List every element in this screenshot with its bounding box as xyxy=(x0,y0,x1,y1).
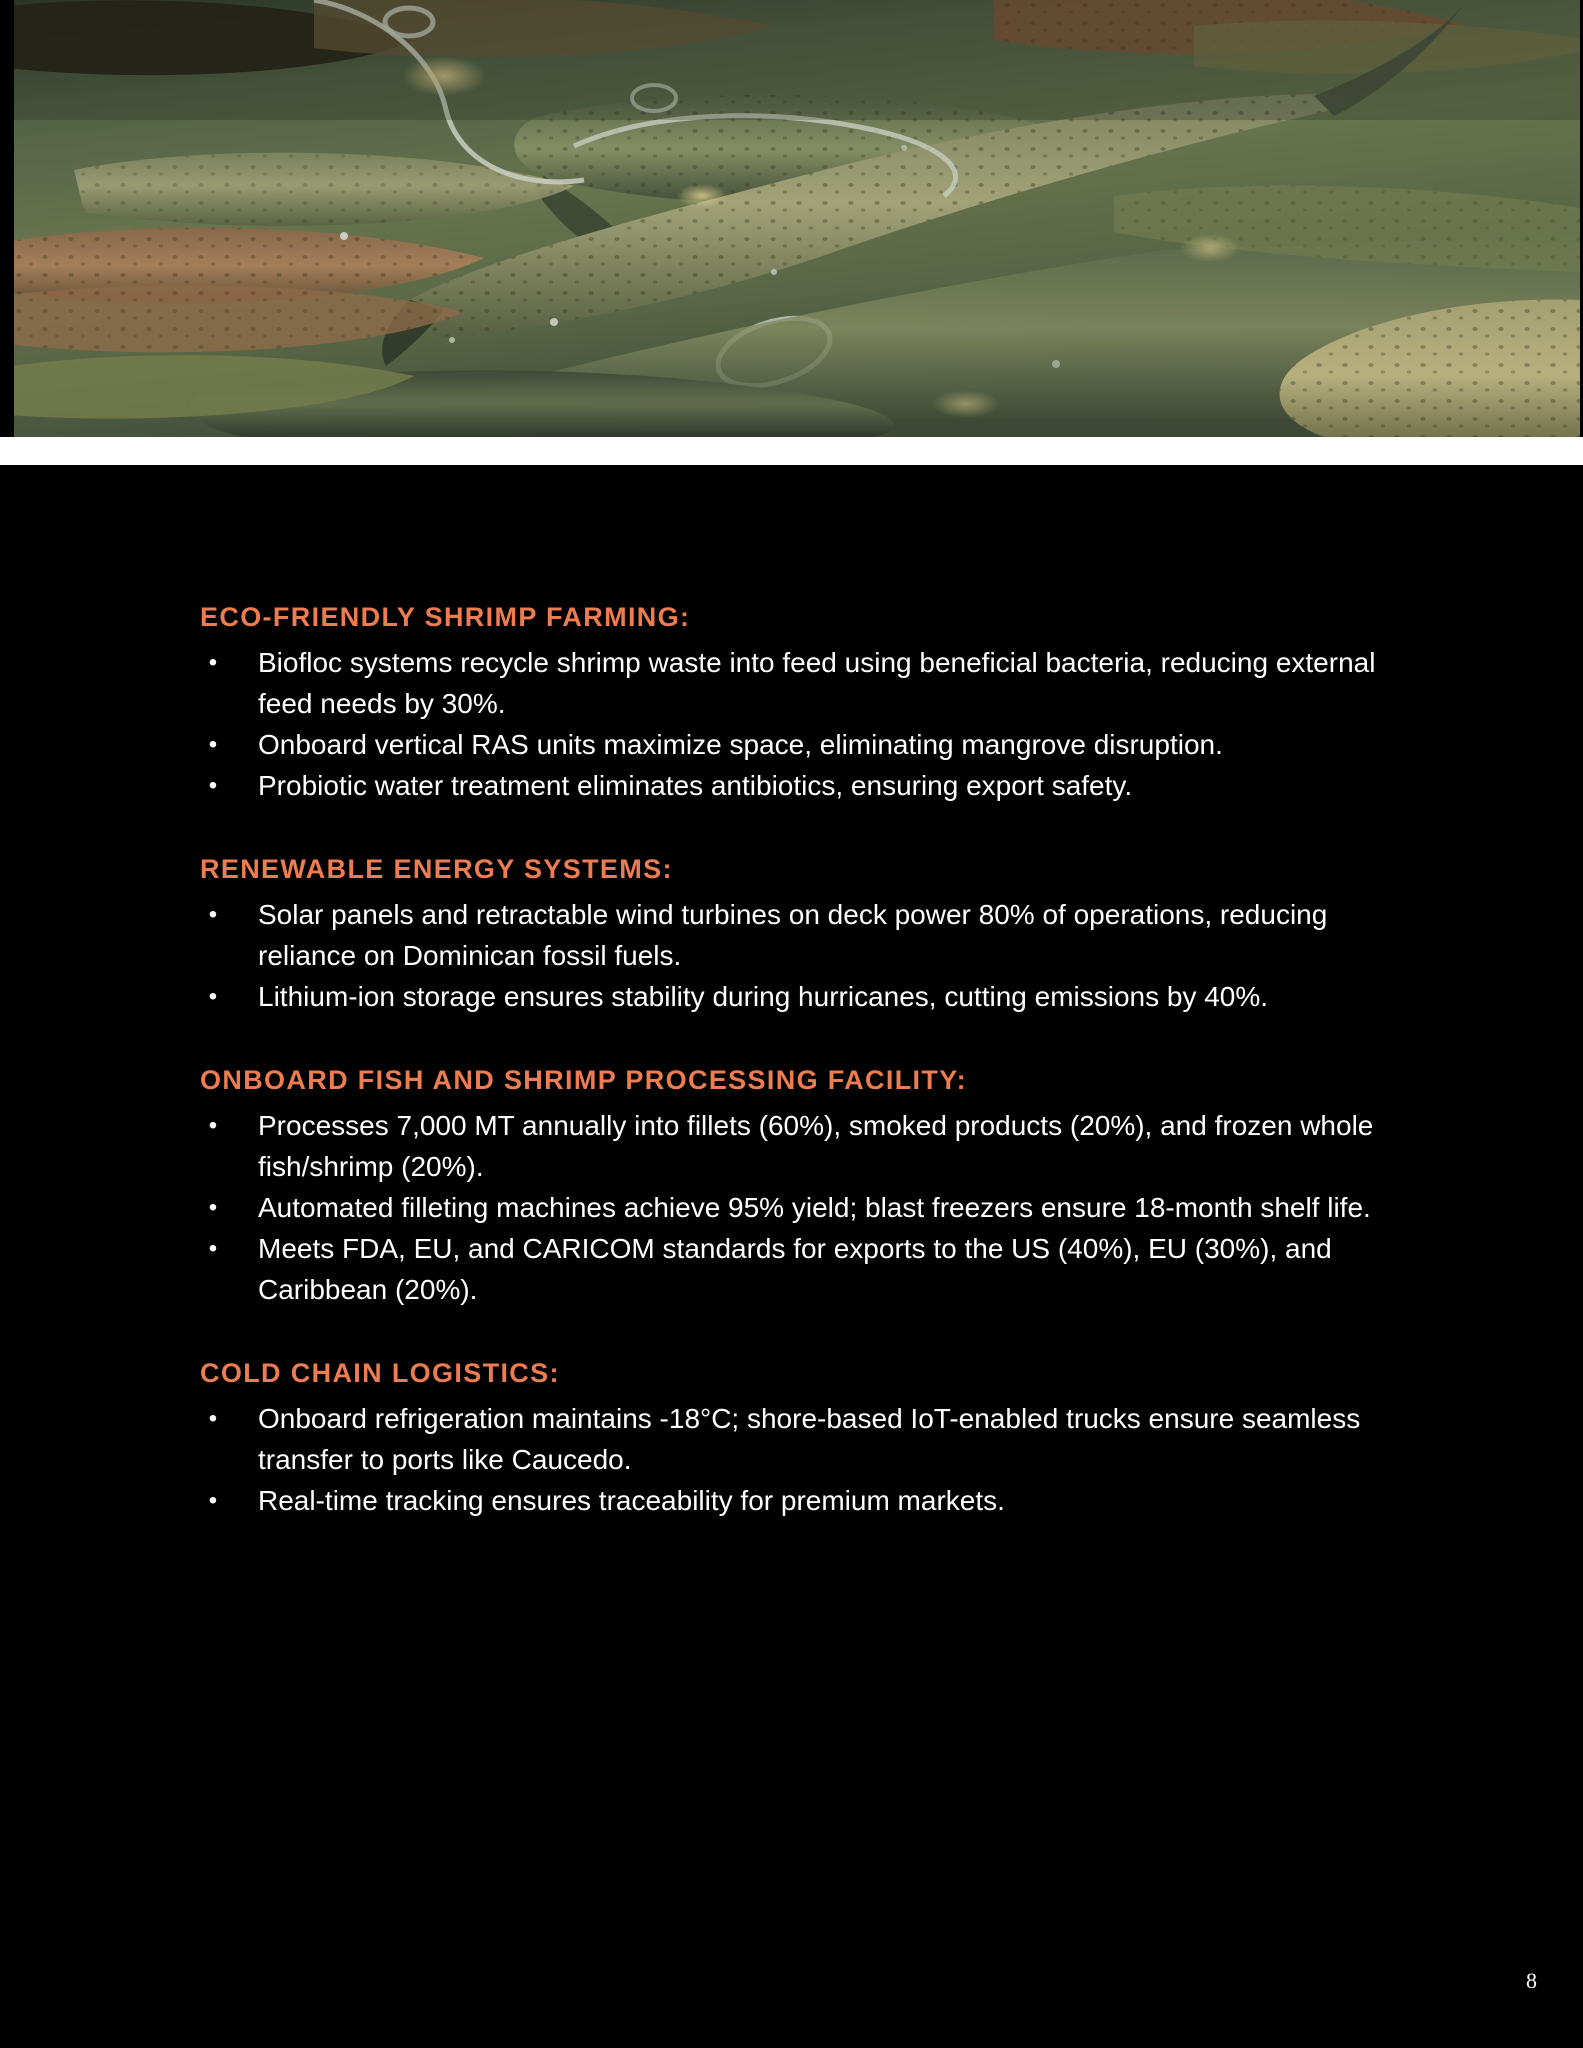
bullet-icon: • xyxy=(208,901,218,928)
bullet-list xyxy=(200,1105,1400,1310)
bullet-icon: • xyxy=(208,1487,218,1514)
section-eco-friendly-shrimp-farming xyxy=(200,600,1400,806)
list-item-text: Onboard vertical RAS units maximize space, eliminating mangrove disruption. xyxy=(258,729,1223,760)
list-item-text: Onboard refrigeration maintains -18°C; shore-based IoT-enabled trucks ensure seamless transfer to ports like Caucedo. xyxy=(258,1403,1361,1475)
list-item xyxy=(200,894,1400,976)
bullet-icon: • xyxy=(208,1112,218,1139)
salmon-school-illustration xyxy=(14,0,1580,437)
list-item xyxy=(200,1480,1400,1521)
bullet-icon: • xyxy=(208,1194,218,1221)
list-item xyxy=(200,1398,1400,1480)
section-heading: COLD CHAIN LOGISTICS: xyxy=(200,1358,560,1388)
section-heading: RENEWABLE ENERGY SYSTEMS: xyxy=(200,854,673,884)
list-item xyxy=(200,976,1400,1017)
bullet-icon: • xyxy=(208,1235,218,1262)
list-item-text: Automated filleting machines achieve 95% yield; blast freezers ensure 18-month shelf life. xyxy=(258,1192,1371,1223)
list-item-text: Real-time tracking ensures traceability for premium markets. xyxy=(258,1485,1005,1516)
list-item xyxy=(200,765,1400,806)
section-heading: ECO-FRIENDLY SHRIMP FARMING: xyxy=(200,602,691,632)
bullet-icon: • xyxy=(208,772,218,799)
page-number: 8 xyxy=(1526,1968,1537,1993)
hero-image xyxy=(14,0,1580,437)
list-item-text: Biofloc systems recycle shrimp waste into feed using beneficial bacteria, reducing external feed needs by 30%. xyxy=(258,647,1376,719)
list-item xyxy=(200,1105,1400,1187)
list-item-text: Lithium-ion storage ensures stability during hurricanes, cutting emissions by 40%. xyxy=(258,981,1269,1012)
list-item-text: Solar panels and retractable wind turbines on deck power 80% of operations, reducing reliance on Dominican fossil fuels. xyxy=(258,899,1328,971)
bullet-list xyxy=(200,642,1400,806)
content-column xyxy=(200,600,1400,1521)
section-onboard-processing-facility xyxy=(200,1063,1400,1310)
list-item-text: Processes 7,000 MT annually into fillets (60%), smoked products (20%), and frozen whole fish/shrimp (20%). xyxy=(258,1110,1374,1182)
list-item xyxy=(200,724,1400,765)
bullet-icon: • xyxy=(208,1405,218,1432)
list-item-text: Probiotic water treatment eliminates antibiotics, ensuring export safety. xyxy=(258,770,1133,801)
bullet-list xyxy=(200,894,1400,1017)
list-item xyxy=(200,1228,1400,1310)
section-renewable-energy-systems xyxy=(200,852,1400,1017)
list-item xyxy=(200,642,1400,724)
bullet-icon: • xyxy=(208,649,218,676)
section-cold-chain-logistics xyxy=(200,1356,1400,1521)
bullet-icon: • xyxy=(208,731,218,758)
section-heading: ONBOARD FISH AND SHRIMP PROCESSING FACILITY: xyxy=(200,1065,967,1095)
hero-white-separator xyxy=(0,437,1583,465)
list-item xyxy=(200,1187,1400,1228)
bullet-icon: • xyxy=(208,983,218,1010)
list-item-text: Meets FDA, EU, and CARICOM standards for exports to the US (40%), EU (30%), and Caribbean (20%). xyxy=(258,1233,1332,1305)
bullet-list xyxy=(200,1398,1400,1521)
